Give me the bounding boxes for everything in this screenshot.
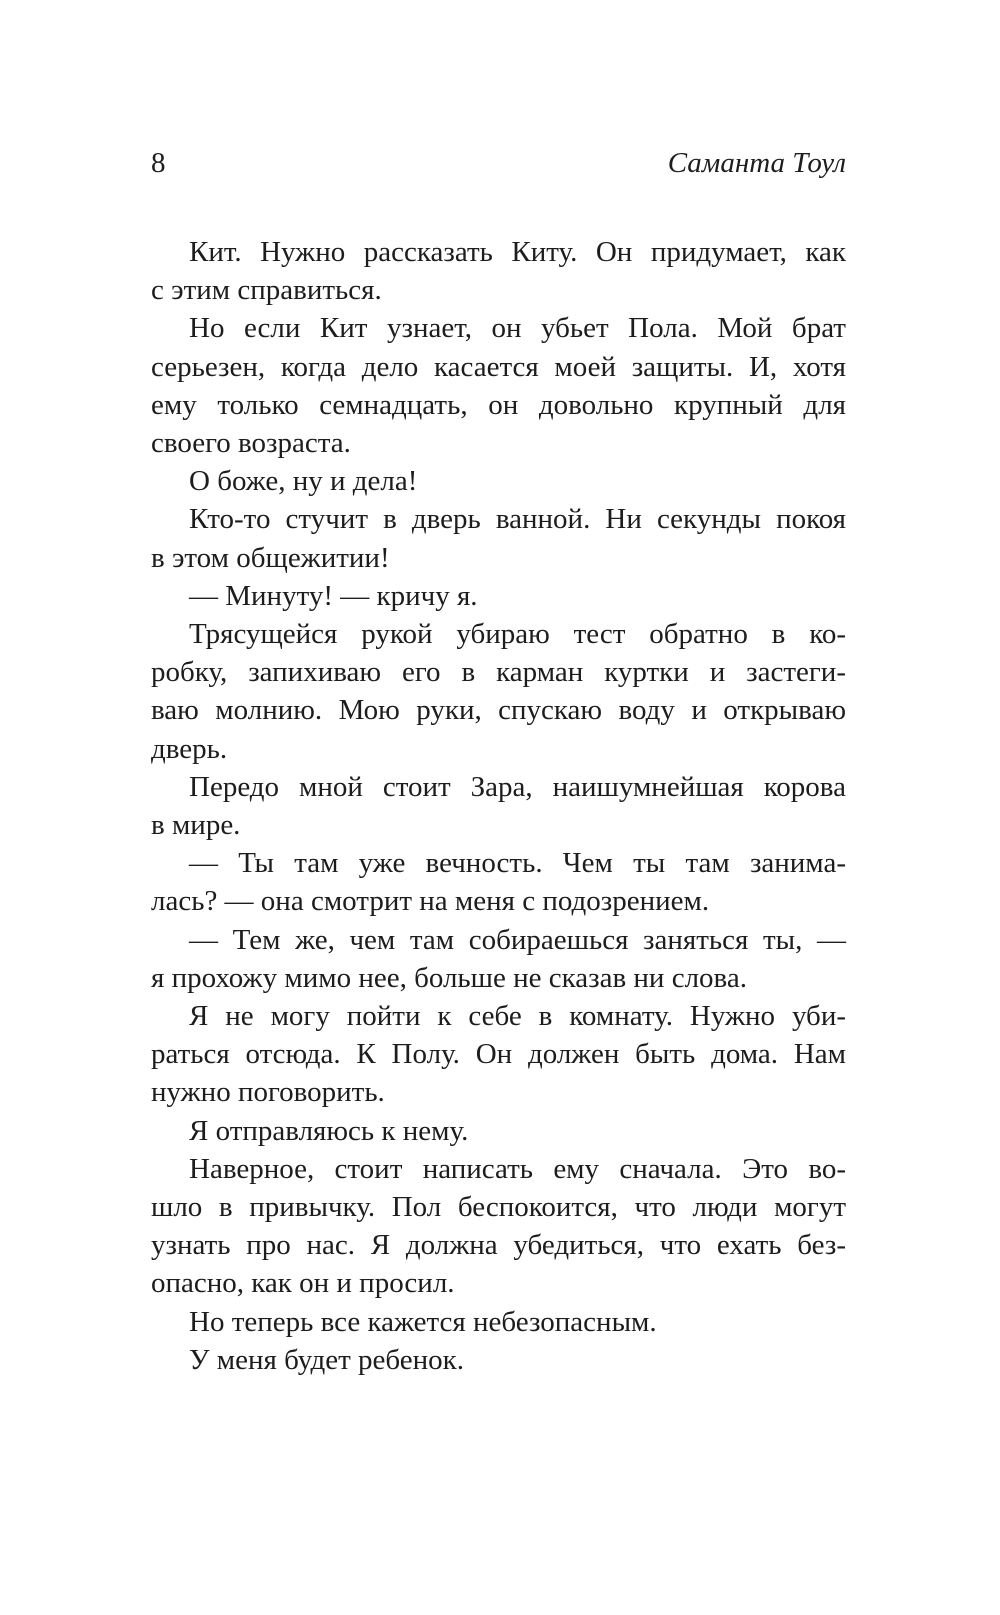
text-line: — Минуту! — кричу я. — [189, 579, 478, 612]
paragraph — [151, 615, 846, 768]
text-line: У меня будет ребенок. — [189, 1343, 464, 1376]
paragraph — [151, 1150, 846, 1303]
text-line: лась? — она смотрит на меня с подозрением. — [151, 885, 710, 918]
paragraph — [151, 1341, 846, 1379]
text-line: Кто-то стучит в дверь ванной. Ни секунды покоя — [189, 503, 846, 536]
page-number: 8 — [151, 147, 166, 179]
text-line: серьезен, когда дело касается моей защиты. И, хотя — [151, 350, 846, 383]
text-line: в мире. — [151, 809, 241, 842]
text-line: дверь. — [151, 732, 228, 765]
paragraph — [151, 768, 846, 844]
text-line: Но если Кит узнает, он убьет Пола. Мой брат — [189, 312, 846, 345]
text-line: Трясущейся рукой убираю тест обратно в ко- — [189, 618, 846, 651]
text-body — [151, 233, 846, 1379]
text-line: — Ты там уже вечность. Чем ты там занима- — [189, 847, 846, 880]
text-line: опасно, как он и просил. — [151, 1267, 455, 1300]
text-line: ваю молнию. Мою руки, спускаю воду и открываю — [151, 694, 846, 727]
text-line: я прохожу мимо нее, больше не сказав ни слова. — [151, 961, 747, 994]
paragraph — [151, 921, 846, 997]
paragraph — [151, 997, 846, 1112]
text-line: своего возраста. — [151, 427, 351, 460]
paragraph — [151, 577, 846, 615]
paragraph — [151, 500, 846, 576]
text-line: Передо мной стоит Зара, наишумнейшая корова — [189, 770, 846, 803]
text-line: Но теперь все кажется небезопасным. — [189, 1305, 657, 1338]
text-line: с этим справиться. — [151, 274, 382, 307]
paragraph — [151, 462, 846, 500]
text-line: раться отсюда. К Полу. Он должен быть дома. Нам — [151, 1038, 846, 1071]
text-line: робку, запихиваю его в карман куртки и застеги- — [151, 656, 846, 689]
text-line: О боже, ну и дела! — [189, 465, 418, 498]
text-line: Я не могу пойти к себе в комнату. Нужно уби- — [189, 1000, 846, 1033]
paragraph — [151, 1303, 846, 1341]
text-line: в этом общежитии! — [151, 541, 390, 574]
text-line: — Тем же, чем там собираешься заняться ты, — — [189, 923, 846, 956]
page-header — [151, 145, 846, 185]
paragraph — [151, 309, 846, 462]
paragraph — [151, 233, 846, 309]
paragraph — [151, 844, 846, 920]
text-line: шло в привычку. Пол беспокоится, что люди могут — [151, 1191, 846, 1224]
text-line: Наверное, стоит написать ему сначала. Это во- — [189, 1152, 846, 1185]
running-title: Саманта Тоул — [667, 147, 846, 179]
paragraph — [151, 1112, 846, 1150]
text-line: нужно поговорить. — [151, 1076, 385, 1109]
text-line: Кит. Нужно рассказать Киту. Он придумает, как — [189, 236, 846, 268]
text-line: Я отправляюсь к нему. — [189, 1114, 469, 1147]
text-line: ему только семнадцать, он довольно крупный для — [151, 388, 846, 421]
text-line: узнать про нас. Я должна убедиться, что ехать без- — [151, 1229, 846, 1262]
